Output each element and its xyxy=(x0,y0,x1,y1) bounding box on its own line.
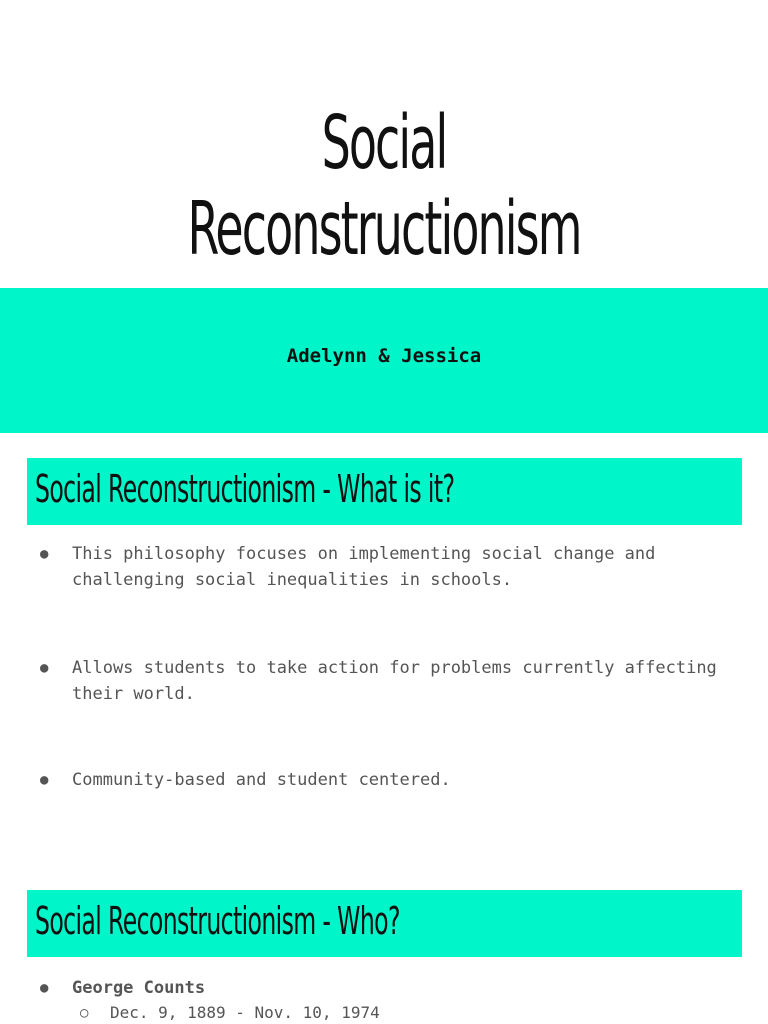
bullet-list xyxy=(40,767,740,793)
who-section-heading: Social Reconstructionism - Who? xyxy=(35,899,400,943)
person-name: George Counts xyxy=(72,978,206,998)
list-item: ● Community-based and student centered. xyxy=(40,767,740,793)
who-list xyxy=(40,975,740,1024)
bullet-icon: ● xyxy=(40,980,49,996)
bullet-icon: ● xyxy=(40,660,49,676)
bullet-icon: ● xyxy=(40,546,49,562)
bullet-icon: ● xyxy=(40,772,49,788)
bullet-list xyxy=(40,655,740,707)
list-item: ● Allows students to take action for problems currently affecting their world. xyxy=(40,655,740,707)
what-section-heading: Social Reconstructionism - What is it? xyxy=(35,467,455,511)
list-item xyxy=(40,1001,740,1024)
author-slide xyxy=(0,288,768,433)
authors-text: Adelynn & Jessica xyxy=(286,345,482,367)
who-section-header xyxy=(27,890,742,957)
list-item xyxy=(40,975,740,1001)
bullet-list xyxy=(40,541,740,593)
what-section-header xyxy=(27,458,742,525)
page-title: Social Reconstructionism xyxy=(187,100,581,272)
sub-bullet-icon: ○ xyxy=(80,1005,89,1021)
list-item: ● This philosophy focuses on implementing social change and challenging social inequalities in schools. xyxy=(40,541,740,593)
person-dates: Dec. 9, 1889 - Nov. 10, 1974 xyxy=(110,1003,380,1022)
